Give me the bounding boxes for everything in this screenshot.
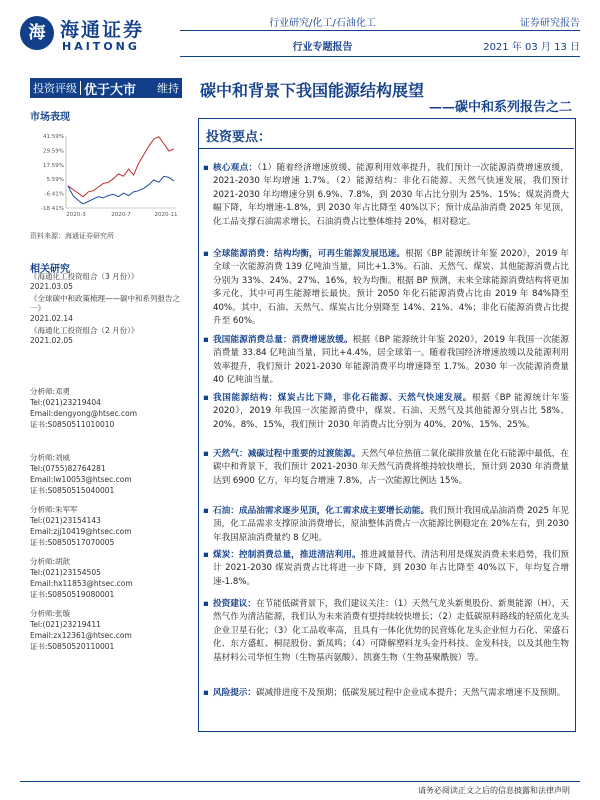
analyst-tel: Tel:(021)23154505 — [30, 568, 101, 577]
paragraph-body: 天然气单位热值二氧化碳排放量在化石能源中最低，在碳中和背景下，我们预计 2021-2030 年天然气消费将维持较快增长，预计到 2030 年消费量达到 6900 亿方，年均复合增速 7.8%，占一次能源比例达 15%。 — [213, 449, 569, 486]
report-category: 行业研究/化工/石油化工 — [269, 18, 376, 29]
analyst-email[interactable]: Email:lw10053@htsec.com — [30, 475, 132, 484]
paragraph-text — [203, 248, 569, 328]
paragraph-body: 根据《BP 能源统计年鉴 2020》，2019 年我国一次能源消费量 33.84 亿吨油当量，同比+4.4%，居全球第一。随着我国经济增速放缓以及能源利用效率提升，我们预计 2021-2030 年能源消费平均增速降至 1.7%。2030 年一次能源消费量 40 亿吨油当量。 — [213, 335, 569, 386]
analyst-cert: 证书:S0850511010010 — [30, 420, 115, 429]
related-item[interactable] — [30, 326, 180, 346]
paragraph-lead: 风险提示： — [213, 688, 256, 698]
bullet-icon: ▪ — [203, 688, 209, 698]
related-item-title: 《全球碳中和政策梳理——碳中和系列报告之一》 — [30, 294, 180, 313]
analyst-card — [30, 386, 180, 430]
analyst-card — [30, 452, 180, 496]
logo-chinese: 海通证券 — [60, 19, 145, 41]
highlight-paragraph — [203, 549, 569, 589]
analyst-name: 分析师:张璇 — [30, 609, 71, 618]
paragraph-lead: 煤炭：控制消费总量，推进清洁利用。 — [213, 550, 361, 560]
related-item-date: 2021.03.05 — [30, 282, 73, 291]
y-tick-label: -18.41% — [41, 206, 64, 212]
x-tick-label: 2020-3 — [66, 212, 86, 218]
analyst-tel: Tel:(021)23219404 — [30, 398, 101, 407]
highlight-paragraph — [203, 248, 569, 328]
x-tick-label: 2020-7 — [111, 212, 131, 218]
rating-label: 投资评级 — [33, 82, 77, 95]
related-item-date: 2021.02.14 — [30, 314, 73, 323]
paragraph-lead: 我国能源结构：煤炭占比下降，非化石能源、天然气快速发展。 — [213, 393, 472, 403]
market-heading: 市场表现 — [30, 112, 70, 123]
analyst-card — [30, 556, 180, 600]
analyst-email[interactable]: Email:zjj10419@htsec.com — [30, 527, 132, 536]
related-item[interactable] — [30, 294, 180, 324]
company-logo — [20, 12, 170, 58]
analyst-card — [30, 504, 180, 548]
highlight-paragraph — [203, 505, 569, 545]
paragraph-body: 根据《BP 能源统计年鉴 2020》，2019 年全球一次能源消费 139 亿吨油当量，同比+1.3%。石油、天然气、煤炭、其他能源消费占比分别为 33%、24%、27%、16%，较为均衡。根据 BP 预测，未来全球能源消费结构将更加多元化，其中可再生能源增长最快。预计 2050 年化石能源消费占比由 2019 年 84%降至 40%。其中，石油、天然气、煤炭占比分别降至 14%、21%、4%；非化石能源消费占比提升至 60%。 — [213, 249, 569, 327]
related-item[interactable] — [30, 272, 180, 292]
header-divider — [180, 30, 580, 31]
analyst-cert: 证书:S0850517070005 — [30, 538, 115, 547]
paragraph-lead: 全球能源消费：结构均衡，可再生能源发展迅速。 — [213, 249, 406, 259]
panel-title: 投资要点： — [206, 130, 272, 145]
paragraph-text — [203, 598, 569, 665]
report-title: 碳中和背景下我国能源结构展望 — [200, 81, 425, 100]
rating-value: 优于大市 — [84, 82, 137, 98]
analyst-email[interactable]: Email:zx12361@htsec.com — [30, 631, 132, 640]
paragraph-lead: 石油：成品油需求逐步见顶，化工需求成主要增长动能。 — [213, 506, 430, 516]
bullet-icon: ▪ — [203, 599, 209, 609]
paragraph-body: 我们预计我国成品油消费 2025 年见顶，化工品需求支撑原油消费增长，原油整体消费占一次能源比例稳定在 20%左右，到 2030 年我国原油消费量约 8 亿吨。 — [213, 506, 569, 543]
y-tick-label: 29.59% — [43, 148, 64, 155]
paragraph-body: 碳减排进度不及预期；低碳发展过程中企业成本提升；天然气需求增速不及预期。 — [255, 688, 566, 698]
analyst-tel: Tel:(021)23219411 — [30, 620, 101, 629]
highlight-paragraph — [203, 687, 569, 700]
related-heading: 相关研究 — [30, 264, 70, 275]
y-tick-label: 41.59% — [43, 134, 64, 140]
analyst-tel: Tel:(0755)82764281 — [30, 464, 106, 473]
header-divider-bottom — [180, 56, 580, 57]
highlight-paragraph — [203, 392, 569, 432]
analyst-name: 分析师:邓勇 — [30, 387, 71, 396]
footer-disclaimer: 请务必阅读正文之后的信息披露和法律声明 — [418, 786, 570, 795]
chart-source: 资料来源：海通证券研究所 — [30, 232, 114, 240]
analyst-email[interactable]: Email:dengyong@htsec.com — [30, 409, 138, 418]
bullet-icon: ▪ — [203, 393, 209, 403]
analyst-cert: 证书:S0850519080001 — [30, 590, 115, 599]
highlight-paragraph — [203, 448, 569, 488]
analyst-name: 分析师:胡歆 — [30, 557, 71, 566]
bullet-icon: ▪ — [203, 335, 209, 345]
bullet-icon: ▪ — [203, 506, 209, 516]
analyst-cert: 证书:S0850515040001 — [30, 486, 115, 495]
paragraph-text — [203, 448, 569, 488]
paragraph-text — [203, 549, 569, 589]
analyst-card — [30, 608, 180, 652]
report-date: 2021 年 03 月 13 日 — [483, 42, 580, 53]
report-type: 行业专题报告 — [292, 42, 353, 53]
paragraph-lead: 核心观点： — [213, 163, 258, 173]
highlight-paragraph — [203, 334, 569, 388]
y-tick-label: 5.59% — [46, 177, 64, 184]
report-label: 证券研究报告 — [520, 18, 580, 29]
rating-status: 维持 — [157, 82, 179, 95]
paragraph-lead: 投资建议： — [213, 599, 257, 609]
paragraph-text — [203, 392, 569, 432]
analyst-email[interactable]: Email:hx11853@htsec.com — [30, 579, 133, 588]
paragraph-lead: 天然气：减碳过程中重要的过渡能源。 — [213, 449, 361, 459]
rating-bar — [30, 78, 182, 98]
bullet-icon: ▪ — [203, 163, 209, 173]
analyst-tel: Tel:(021)23154143 — [30, 516, 101, 525]
bullet-icon: ▪ — [203, 550, 209, 560]
analyst-name: 分析师:刘威 — [30, 453, 71, 462]
highlight-paragraph — [203, 162, 569, 229]
related-item-date: 2021.02.05 — [30, 336, 73, 345]
related-item-title: 《海通化工投资组合（3 月份）》 — [30, 272, 139, 281]
panel-divider — [198, 148, 574, 149]
series-line — [68, 176, 174, 204]
y-tick-label: 17.59% — [43, 162, 64, 169]
paragraph-text — [203, 505, 569, 545]
analyst-cert: 证书:S0850520110001 — [30, 642, 115, 651]
bullet-icon: ▪ — [203, 449, 209, 459]
paragraph-body: 根据《BP 能源统计年鉴 2020》，2019 年我国一次能源消费中，煤炭、石油、天然气及其他能源分别占比 58%、20%、8%、15%，我们预计 2030 年消费占比分别为 40%、20%、15%、25%。 — [213, 393, 569, 430]
logo-emblem-icon: 海 — [20, 16, 54, 50]
related-item-title: 《海通化工投资组合（2 月份）》 — [30, 326, 139, 335]
paragraph-text — [203, 334, 569, 388]
paragraph-body: 在节能低碳背景下，我们建议关注：（1）天然气龙头新奥股份、新奥能源（H），天然气作为清洁能源，我们认为未来消费有望持续较快增长；（2）走低碳原料路线的轻质化龙头企业卫星石化；（3）化工品收率高，且具有一体化优势的民营炼化龙头企业恒力石化、荣盛石化、东方盛虹、桐昆股份、新凤鸣；（4）可降解塑料龙头金丹科技、金发科技，以及其他生物基材料公司华恒生物（生物基丙氨酸）、凯赛生物（生物基聚酰胺）等。 — [213, 599, 569, 663]
paragraph-text — [203, 162, 569, 229]
series-line — [68, 137, 174, 197]
paragraph-body: （1）随着经济增速放缓、能源利用效率提升，我们预计一次能源消费增速放缓，2021-2030 年均增速 1.7%。（2）能源结构：非化石能源、天然气快速发展，我们预计 2021-2030 年均增速分别 6.9%、7.8%，到 2030 年占比分别为 25%、15%；煤炭消费大幅下降，年均增速-1.8%，到 2030 年占比降至 40%以下；预计成品油消费 2025 年见顶，化工品支撑石油需求增长，石油消费占比整体维持 20%，相对稳定。 — [213, 163, 569, 227]
footer-divider — [20, 781, 580, 782]
paragraph-text — [203, 687, 569, 700]
bullet-icon: ▪ — [203, 249, 209, 259]
x-tick-label: 2020-11 — [154, 212, 178, 218]
market-performance-chart — [30, 130, 182, 222]
paragraph-lead: 我国能源消费总量：消费增速放缓。 — [213, 335, 353, 345]
logo-english: HAITONG — [62, 40, 140, 53]
paragraph-body: 推进减量替代、清洁利用是煤炭消费未来趋势，我们预计 2021-2030 煤炭消费占比将进一步下降，到 2030 年占比降至 40%以下，年均复合增速-1.8%。 — [213, 550, 569, 587]
y-tick-label: -6.41% — [44, 191, 64, 198]
highlight-paragraph — [203, 598, 569, 665]
report-subtitle: ——碳中和系列报告之二 — [428, 100, 572, 115]
analyst-name: 分析师:朱军军 — [30, 505, 78, 514]
